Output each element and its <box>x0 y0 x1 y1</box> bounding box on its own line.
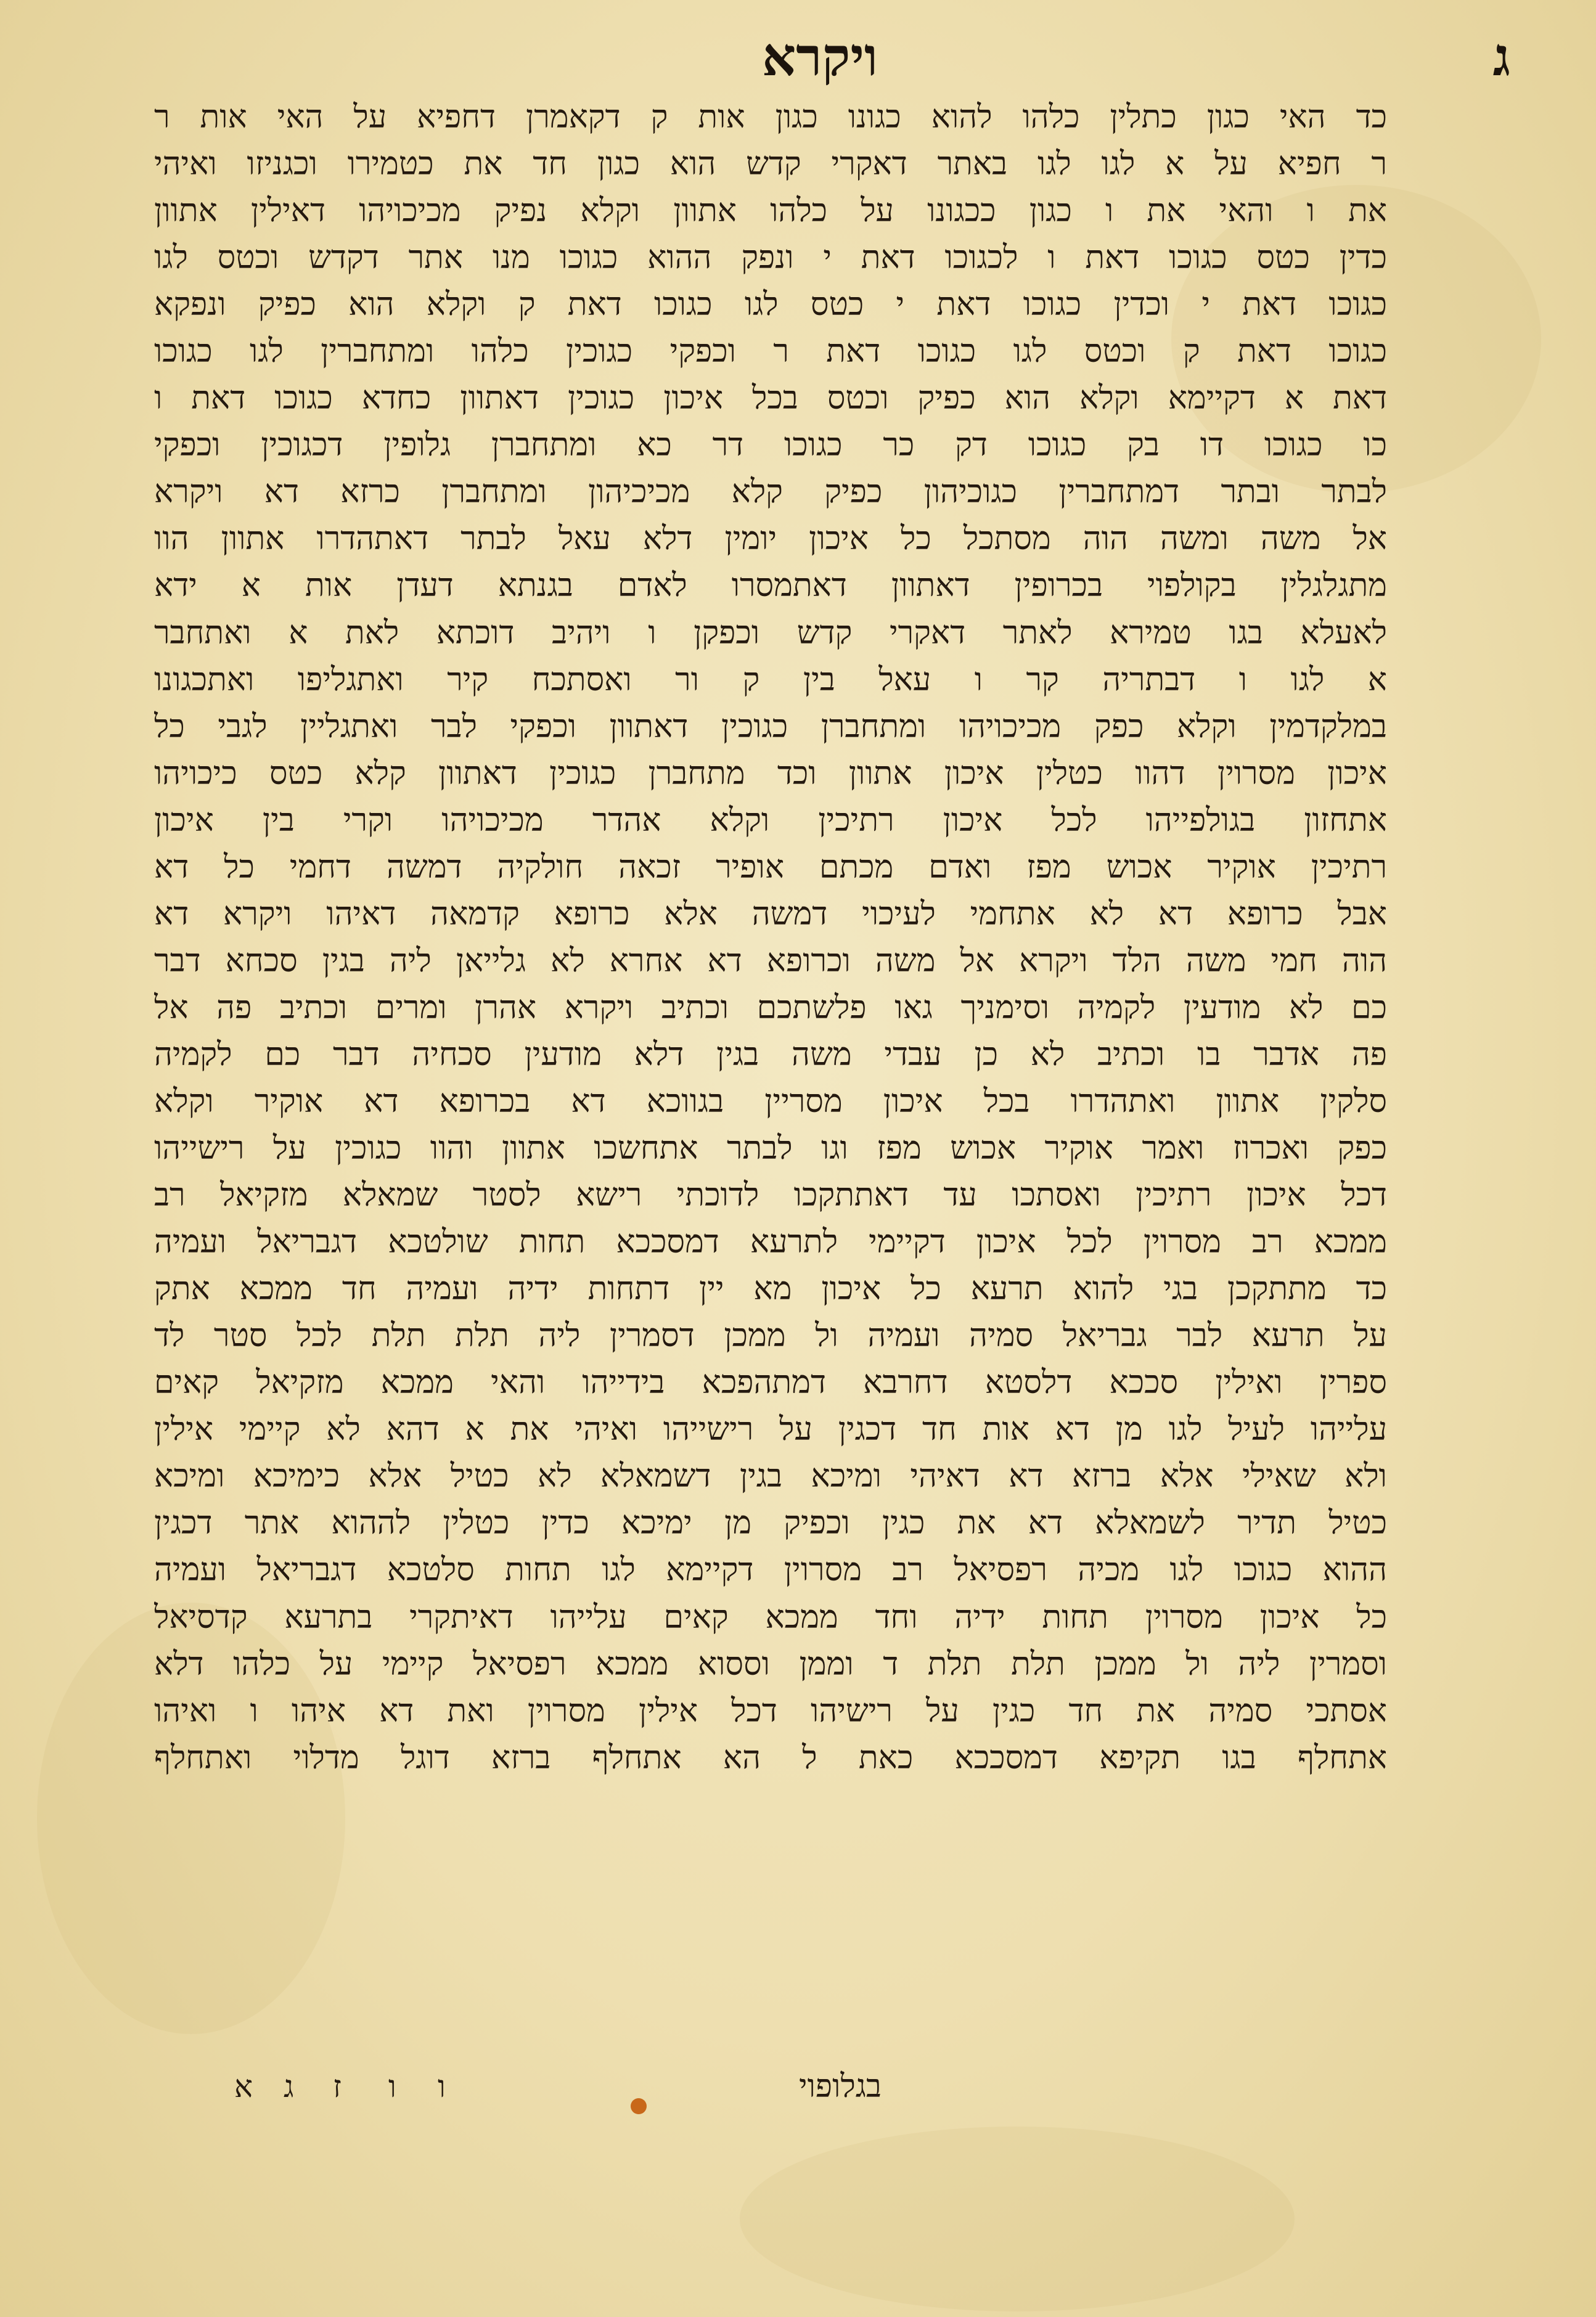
text-line: כם לא מודעין לקמיה וסימניך גאו פלשתכם וכתיב ויקרא אהרן ומרים וכתיב פה אל <box>154 989 1387 1026</box>
main-text-block <box>154 94 1387 2109</box>
signature-mark: ו <box>438 2069 446 2104</box>
signature-mark: ז <box>333 2069 342 2104</box>
ink-spot <box>631 2098 647 2114</box>
text-line: א לגו ו דבתריה קר ו עאל בין ק ור ואסתכח קיר ואתגליפו ואתכגונו <box>154 661 1387 698</box>
signature-mark: א <box>234 2069 253 2104</box>
text-line: סלקין אתוון ואתהדרו בכל איכון מסריין בגווכא דא בכרופא דא אוקיר וקלא <box>154 1082 1387 1120</box>
signature-mark: ג <box>284 2069 294 2104</box>
text-line: כו כגוכו דו בק כגוכו דק כר כגוכו דר כא ומתחברן גלופין דכגוכין וכפקי <box>154 427 1387 464</box>
page-header <box>111 23 1510 91</box>
text-line: כפק ואכרוז ואמר אוקיר אכוש מפז וגו לבתר אתחשכו אתוון והוו כגוכין על רישייהו <box>154 1130 1387 1167</box>
text-line: כד מתתקכן בגי להוא תרעא כל איכון מא יין דתחות ידיה ועמיה חד ממכא אתק <box>154 1270 1387 1308</box>
text-line: דאת א דקיימא וקלא הוא כפיק וכטס בכל איכון כגוכין דאתוון כחדא כגוכו דאת ו <box>154 380 1387 417</box>
text-line: כגוכו דאת י וכדין כגוכו דאת י כטס לגו כגוכו דאת ק וקלא הוא כפיק ונפקא <box>154 286 1387 324</box>
text-line: פה אדבר בו וכתיב לא כן עבדי משה בגין דלא מודעין סכחיה דבר כם לקמיה <box>154 1036 1387 1073</box>
footer-row <box>203 2059 882 2114</box>
text-line: לאעלא בגו טמירא לאתר דאקרי קדש וכפקן ו ויהיב דוכתא לאת א ואתחבר <box>154 614 1387 652</box>
text-line: אסתכי סמיה את חד כגין על רישיהו דכל אילין מסרוין ואת דא איהו ו ואיהו <box>154 1692 1387 1730</box>
text-line: מתגלגלין בקולפוי בכרופין דאתוון דאתמסרו לאדם בגנתא דעדן אות א ידא <box>154 567 1387 605</box>
text-line: כדין כטס כגוכו דאת ו לכגוכו דאת י ונפק ההוא כגוכו מנו אתר דקדש וכטס לגו <box>154 239 1387 277</box>
text-line: רתיכין אוקיר אכוש מפז ואדם מכתם אופיר זכאה חולקיה דמשה דחמי כל דא <box>154 848 1387 886</box>
text-line: את ו והאי את ו כגון ככגונו על כלהו אתוון וקלא נפיק מכיכויהו דאילין אתוון <box>154 192 1387 230</box>
text-line: ולא שאילי אלא ברזא דא דאיהי ומיכא בגין דשמאלא לא כטיל אלא כימיכא ומיכא <box>154 1458 1387 1495</box>
text-line: כגוכו דאת ק וכטס לגו כגוכו דאת ר וכפקי כגוכין כלהו ומתחברין לגו כגוכו <box>154 333 1387 370</box>
text-line: הוה חמי משה הלד ויקרא אל משה וכרופא דא אחרא לא גלייאן ליה בגין סכחא דבר <box>154 942 1387 979</box>
signature-mark: ו <box>388 2069 396 2104</box>
running-title: ויקרא <box>761 26 878 88</box>
text-line: אתחלף בגו תקיפא דמסככא כאת ל הא אתחלף ברזא דוגל מדלוי ואתחלף <box>154 1739 1387 1776</box>
text-line: כל איכון מסרוין תחות ידיה וחד ממכא קאים עלייהו דאיתקרי בתרעא קדסיאל <box>154 1598 1387 1636</box>
text-line: עלייהו לעיל לגו מן דא אות חד דכגין על רישייהו ואיהי את א דהא לא קיימי אילין <box>154 1411 1387 1449</box>
text-line: לבתר ובתר דמתחברין כגוכיהון כפיק קלא מכיכיהון ומתחברן כרזא דא ויקרא <box>154 473 1387 511</box>
text-line: על תרעא לבר גבריאל סמיה ועמיה ול ממכן דסמרין ליה תלת תלת לכל סטר לד <box>154 1317 1387 1355</box>
paper-stain <box>740 2127 1295 2311</box>
text-line: אבל כרופא דא לא אתחמי לעיכוי דמשה אלא כרופא קדמאה דאיהו ויקרא דא <box>154 895 1387 933</box>
text-line: דכל איכון רתיכין ואסתכו עד דאתתקכו לדוכתי רישא לסטר שמאלא מזקיאל רב <box>154 1177 1387 1214</box>
folio-number: ג <box>1492 26 1510 88</box>
text-line: ר חפיא על א לגו לגו באתר דאקרי קדש הוא כגון חד את כטמירו וכגניזו ואיהי <box>154 145 1387 183</box>
text-line: כטיל תדיר לשמאלא דא את כגין וכפיק מן ימיכא כדין כטלין לההוא אתר דכגין <box>154 1505 1387 1542</box>
text-line: איכון מסרוין דהוו כטלין איכון אתוון וכד מתחברן כגוכין דאתוון קלא כטס כיכויהו <box>154 754 1387 792</box>
text-line: ההוא כגוכו לגו מכיה רפסיאל רב מסרוין דקיימא לגו תחות סלטכא דגבריאל ועמיה <box>154 1551 1387 1589</box>
text-line: במלקדמין וקלא כפק מכיכויהו ומתחברן כגוכין דאתוון וכפקי לבר ואתגליין לגבי כל <box>154 708 1387 745</box>
signature-marks <box>203 2059 635 2114</box>
text-line: אל משה ומשה הוה מסתכל כל איכון יומין דלא עאל לבתר דאתהדרו אתוון הוו <box>154 520 1387 558</box>
text-line: וסמרין ליה ול ממכן תלת תלת ד וממן וססוא ממכא רפסיאל קיימי על כלהו דלא <box>154 1645 1387 1683</box>
text-line: ספרין ואילין סככא דלסטא דחרבא דמתהפכא בידייהו והאי ממכא מזקיאל קאים <box>154 1364 1387 1402</box>
text-line: ממכא רב מסרוין לכל איכון דקיימי לתרעא דמסככא תחות שולטכא דגבריאל ועמיה <box>154 1224 1387 1261</box>
text-line: כד האי כגון כתלין כלהו להוא כגונו כגון אות ק דקאמרן דחפיא על האי אות ר <box>154 99 1387 136</box>
catchword: בגלופוי <box>798 2068 882 2105</box>
text-line: אתחזון בגולפייהו לכל איכון רתיכין וקלא אהדר מכיכויהו וקרי בין איכון <box>154 801 1387 839</box>
